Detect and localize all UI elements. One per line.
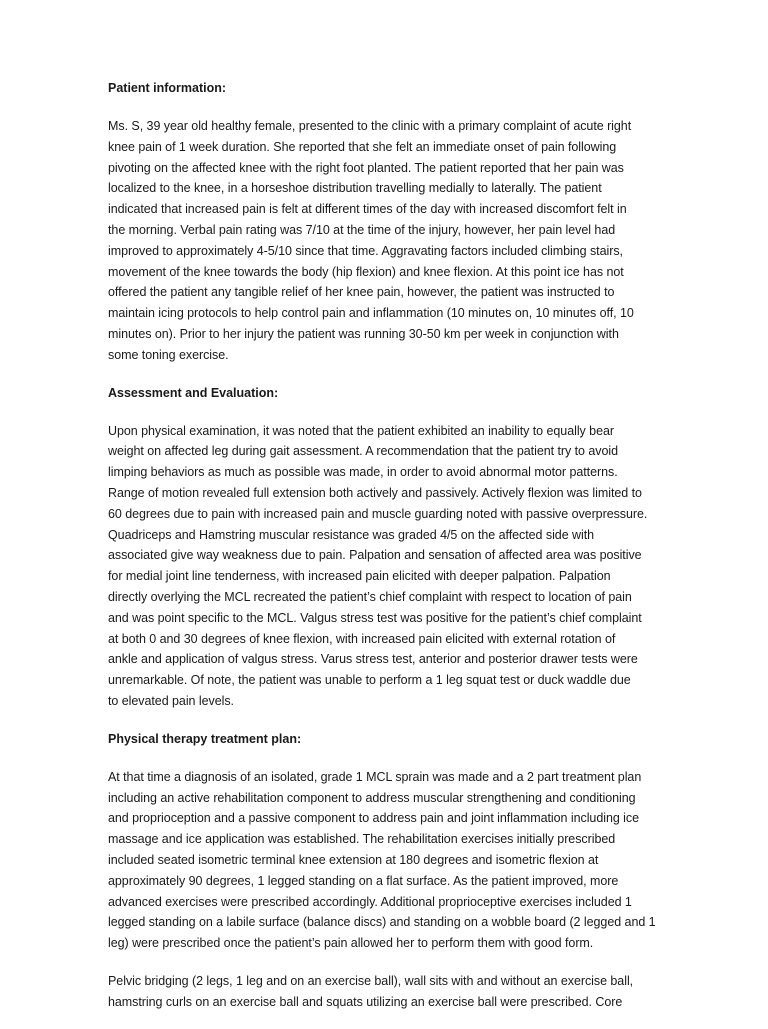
text-line: knee pain of 1 week duration. She reported that she felt an immediate onset of pain following xyxy=(108,139,617,154)
text-line: movement of the knee towards the body (hip flexion) and knee flexion. At this point ice has not xyxy=(108,264,624,279)
text-line: some toning exercise. xyxy=(108,347,229,362)
text-line: maintain icing protocols to help control pain and inflammation (10 minutes on, 10 minutes off, 10 xyxy=(108,306,634,321)
section-heading: Assessment and Evaluation: xyxy=(108,385,279,400)
text-line: Pelvic bridging (2 legs, 1 leg and on an exercise ball), wall sits with and without an exercise ball, xyxy=(108,973,634,988)
text-line: unremarkable. Of note, the patient was unable to perform a 1 leg squat test or duck waddle due xyxy=(108,673,631,688)
text-line: massage and ice application was established. The rehabilitation exercises initially prescribed xyxy=(108,832,616,847)
text-line: Upon physical examination, it was noted that the patient exhibited an inability to equally bear xyxy=(108,423,614,438)
text-line: limping behaviors as much as possible was made, in order to avoid abnormal motor patterns. xyxy=(108,465,618,480)
paragraph xyxy=(108,767,683,954)
text-line: minutes on). Prior to her injury the patient was running 30-50 km per week in conjunction with xyxy=(108,326,619,341)
section-assessment-and-evaluation xyxy=(108,383,683,712)
section-heading: Patient information: xyxy=(108,81,227,95)
text-line: at both 0 and 30 degrees of knee flexion, with increased pain elicited with external rotation of xyxy=(108,631,616,646)
text-line: weight on affected leg during gait assessment. A recommendation that the patient try to avoid xyxy=(108,444,619,459)
text-line: for medial joint line tenderness, with increased pain elicited with deeper palpation. Palpation xyxy=(108,569,611,584)
text-line: and was point specific to the MCL. Valgus stress test was positive for the patient’s chief complaint xyxy=(108,610,642,625)
text-line: ankle and application of valgus stress. Varus stress test, anterior and posterior drawer tests were xyxy=(108,652,638,667)
text-line: to elevated pain levels. xyxy=(108,693,234,708)
document-body xyxy=(108,78,683,1029)
text-line: included seated isometric terminal knee extension at 180 degrees and isometric flexion at xyxy=(108,852,599,867)
text-line: approximately 90 degrees, 1 legged standing on a flat surface. As the patient improved, more xyxy=(108,873,619,888)
text-line: and proprioception and a passive component to address pain and joint inflammation including ice xyxy=(108,811,640,826)
text-line: directly overlying the MCL recreated the patient’s chief complaint with respect to location of pain xyxy=(108,589,632,604)
text-line: legged standing on a labile surface (balance discs) and standing on a wobble board (2 legged and 1 xyxy=(108,915,656,930)
text-line: the morning. Verbal pain rating was 7/10 at the time of the injury, however, her pain level had xyxy=(108,222,616,237)
text-line: pivoting on the affected knee with the right foot planted. The patient reported that her pain was xyxy=(108,160,624,175)
section-patient-information xyxy=(108,78,683,366)
text-line: indicated that increased pain is felt at different times of the day with increased discomfort felt in xyxy=(108,202,627,217)
section-physical-therapy-treatment-plan xyxy=(108,729,683,1013)
text-line: associated give way weakness due to pain. Palpation and sensation of affected area was positive xyxy=(108,548,642,563)
text-line: Range of motion revealed full extension both actively and passively. Actively flexion was limited to xyxy=(108,485,642,500)
text-line: localized to the knee, in a horseshoe distribution travelling medially to laterally. The patient xyxy=(108,181,602,196)
text-line: leg) were prescribed once the patient’s pain allowed her to perform them with good form. xyxy=(108,936,594,951)
text-line: advanced exercises were prescribed accordingly. Additional proprioceptive exercises included 1 xyxy=(108,894,632,909)
text-line: improved to approximately 4-5/10 since that time. Aggravating factors included climbing stairs, xyxy=(108,243,623,258)
paragraph xyxy=(108,116,683,366)
text-line: including an active rehabilitation component to address muscular strengthening and conditioning xyxy=(108,790,636,805)
text-line: Quadriceps and Hamstring muscular resistance was graded 4/5 on the affected side with xyxy=(108,527,595,542)
text-line: 60 degrees due to pain with increased pain and muscle guarding noted with passive overpressure. xyxy=(108,506,648,521)
section-heading: Physical therapy treatment plan: xyxy=(108,731,302,746)
text-line: Ms. S, 39 year old healthy female, presented to the clinic with a primary complaint of acute right xyxy=(108,119,632,133)
text-line: At that time a diagnosis of an isolated, grade 1 MCL sprain was made and a 2 part treatment plan xyxy=(108,769,642,784)
text-line: hamstring curls on an exercise ball and squats utilizing an exercise ball were prescribed. Core xyxy=(108,994,623,1009)
paragraph xyxy=(108,971,683,1013)
paragraph xyxy=(108,421,683,712)
text-line: offered the patient any tangible relief of her knee pain, however, the patient was instructed to xyxy=(108,285,615,300)
